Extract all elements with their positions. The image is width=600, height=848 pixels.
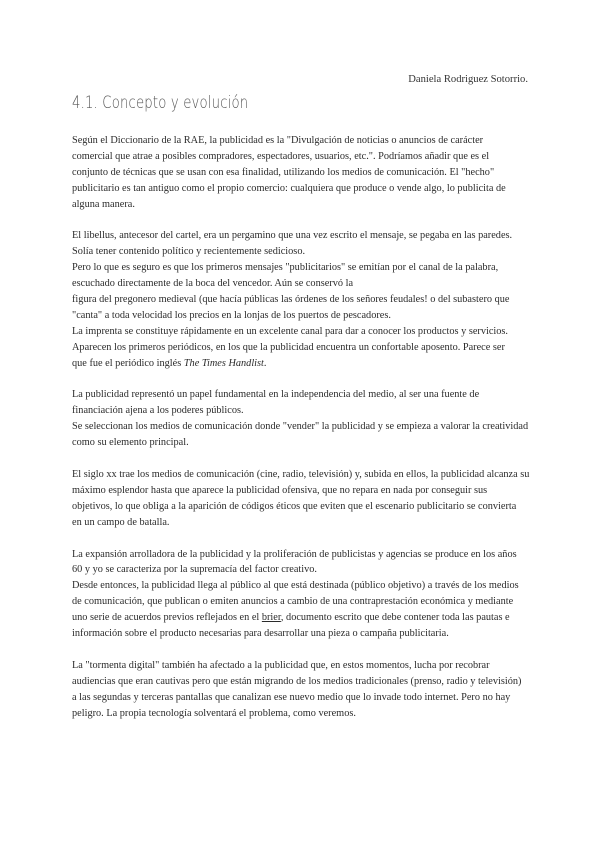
paragraph-definition bbox=[72, 133, 532, 213]
text-line: como su elemento principal. bbox=[72, 437, 189, 449]
paragraph-digital bbox=[72, 658, 532, 722]
text-line: publicitario es tan antiguo como el propio comercio: cualquiera que produce o vende algo, lo publicita de bbox=[72, 182, 506, 194]
text-line: audiencias que eran cautivas pero que están migrando de los medios tradicionales (prenso, radio y televisión) bbox=[72, 675, 522, 687]
text-line: conjunto de técnicas que se usan con esa finalidad, utilizando los medios de comunicación. El "hecho" bbox=[72, 166, 495, 178]
text-line: comercial que atrae a posibles compradores, espectadores, usuarios, etc.". Podríamos añadir que es el bbox=[72, 150, 490, 162]
text-line: 60 y yo se caracteriza por la supremacía del factor creativo. bbox=[72, 564, 317, 576]
text-line: "canta" a toda velocidad los precios en la lonjas de los puertos de pescadores. bbox=[72, 309, 391, 321]
text-line: máximo esplendor hasta que aparece la publicidad ofensiva, que no repara en nada por conseguir sus bbox=[72, 484, 488, 496]
text-line: La expansión arrolladora de la publicidad y la proliferación de publicistas y agencias se produce en los años bbox=[72, 548, 517, 560]
text-line: uno serie de acuerdos previos reflejados en el brier, documento escrito que debe contener toda las pautas e bbox=[72, 612, 510, 624]
text-line: alguna manera. bbox=[72, 198, 135, 210]
text-line: información sobre el producto necesarias para desarrollar una pieza o campaña publicitaria. bbox=[72, 628, 449, 640]
paragraph-twentieth-century bbox=[72, 467, 532, 531]
text-line: financiación ajena a los poderes públicos. bbox=[72, 405, 244, 417]
text-line: La imprenta se constituye rápidamente en un excelente canal para dar a conocer los productos y servicios. bbox=[72, 325, 509, 337]
document-body bbox=[72, 133, 532, 737]
text-line: El siglo xx trae los medios de comunicación (cine, radio, televisión) y, subida en ellos, la publicidad alcanza su bbox=[72, 468, 530, 480]
newspaper-title: The Times Handlist bbox=[183, 357, 264, 369]
text-line: figura del pregonero medieval (que hacía públicas las órdenes de los señores feudales! o del subastero que bbox=[72, 294, 510, 306]
section-title: 4.1. Concepto y evolución bbox=[72, 93, 249, 113]
text-line: de comunicación, que publican o emiten anuncios a cambio de una contraprestación económica y mediante bbox=[72, 596, 514, 608]
text-line: que fue el periódico inglés The Times Handlist. bbox=[72, 357, 267, 369]
text-line: en un campo de batalla. bbox=[72, 516, 170, 528]
text-line: Desde entonces, la publicidad llega al público al que está destinada (público objetivo) a través de los medios bbox=[72, 580, 519, 592]
text-line: escuchado directamente de la boca del vencedor. Aún se conservó la bbox=[72, 278, 354, 290]
text-line: Se seleccionan los medios de comunicación donde "vender" la publicidad y se empieza a valorar la creatividad bbox=[72, 421, 529, 433]
text-line: Según el Diccionario de la RAE, la publicidad es la "Divulgación de noticias o anuncios de carácter bbox=[72, 135, 484, 146]
author-name: Daniela Rodriguez Sotorrio. bbox=[408, 74, 528, 85]
text-line: La publicidad representó un papel fundamental en la independencia del medio, al ser una fuente de bbox=[72, 389, 480, 401]
text-line: Pero lo que es seguro es que los primeros mensajes "publicitarios" se emitían por el canal de la palabra, bbox=[72, 262, 499, 274]
paragraph-history bbox=[72, 228, 532, 371]
text-line: La "tormenta digital" también ha afectado a la publicidad que, en estos momentos, lucha por recobrar bbox=[72, 659, 490, 671]
paragraph-independence bbox=[72, 387, 532, 451]
text-line: a las segundas y terceras pantallas que canalizan ese nuevo medio que lo invade todo internet. Pero no hay bbox=[72, 691, 511, 703]
text-line: objetivos, lo que obliga a la aparición de códigos éticos que eviten que el escenario publicitario se convierta bbox=[72, 500, 517, 512]
brief-link[interactable]: brier bbox=[261, 612, 281, 624]
paragraph-expansion bbox=[72, 547, 532, 642]
text-line: Solía tener contenido político y recientemente sedicioso. bbox=[72, 246, 306, 258]
text-line: Aparecen los primeros periódicos, en los que la publicidad encuentra un confortable aposento. Parece ser bbox=[72, 341, 505, 353]
text-line: peligro. La propia tecnología solventará el problema, como veremos. bbox=[72, 707, 356, 719]
text-line: El libellus, antecesor del cartel, era un pergamino que una vez escrito el mensaje, se pegaba en las paredes. bbox=[72, 230, 513, 242]
